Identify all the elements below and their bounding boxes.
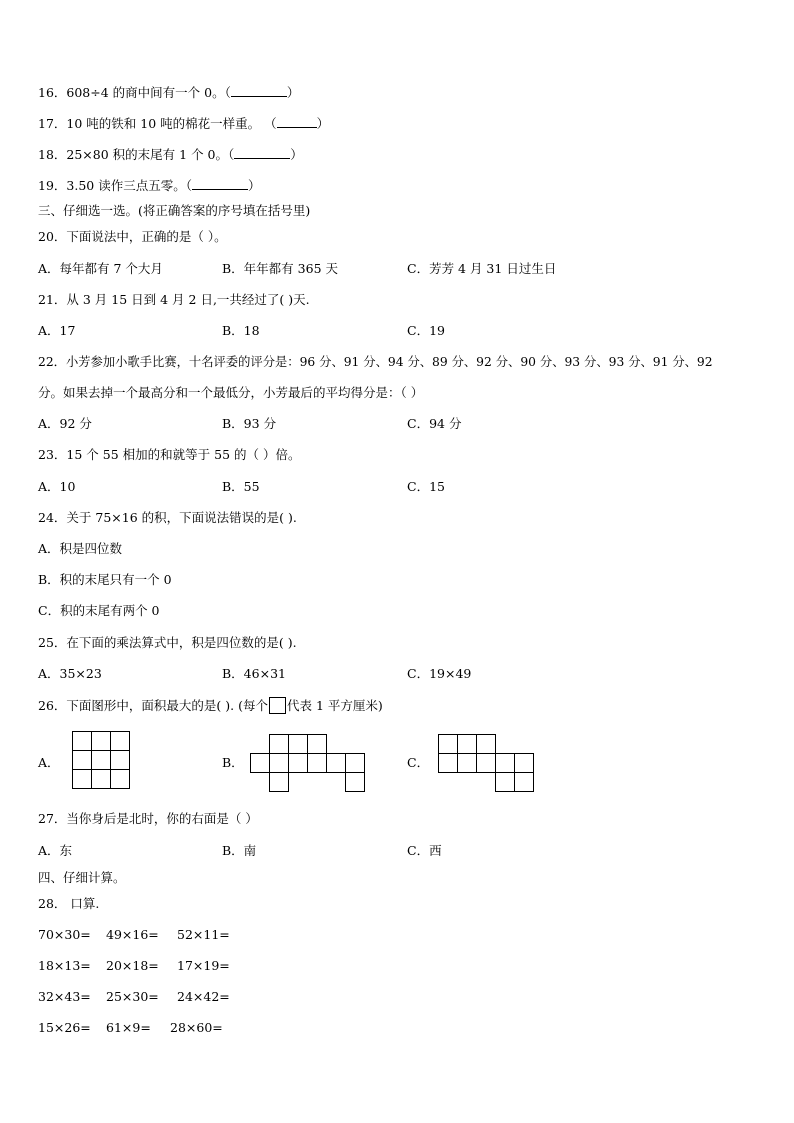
grid-cell <box>496 754 515 773</box>
answer-blank[interactable] <box>234 146 290 159</box>
question-25-option-b[interactable]: B．46×31 <box>222 666 286 681</box>
question-22-option-a[interactable]: A．92 分 <box>38 416 92 431</box>
shape-b-grid <box>250 734 365 792</box>
question-24-option-a[interactable]: A．积是四位数 <box>38 541 123 556</box>
calc-item[interactable]: 28×60= <box>170 1020 223 1035</box>
calc-item[interactable]: 17×19= <box>177 958 230 973</box>
calc-item[interactable]: 24×42= <box>177 989 230 1004</box>
question-18-close: ） <box>290 147 303 162</box>
unit-square-icon <box>269 697 286 714</box>
question-25-option-a[interactable]: A．35×23 <box>38 666 102 681</box>
calc-item[interactable]: 20×18= <box>106 958 159 973</box>
question-26-stem-post: 代表 1 平方厘米) <box>286 698 383 713</box>
grid-cell <box>458 735 477 754</box>
calc-item[interactable]: 52×11= <box>177 927 230 942</box>
question-17-close: ） <box>316 116 330 131</box>
answer-blank[interactable] <box>231 84 287 97</box>
question-17-text: 17．10 吨的铁和 10 吨的棉花一样重。 （ <box>38 116 277 131</box>
question-19-close: ） <box>247 178 261 193</box>
grid-cell <box>289 754 308 773</box>
question-27-option-c[interactable]: C．西 <box>407 843 442 858</box>
calc-item[interactable]: 18×13= <box>38 958 91 973</box>
question-22-option-c[interactable]: C．94 分 <box>407 416 462 431</box>
question-19-text: 19．3.50 读作三点五零。（ <box>38 178 192 193</box>
question-23-stem: 23．15 个 55 相加的和就等于 55 的（ ）倍。 <box>38 447 301 462</box>
question-27-option-b[interactable]: B．南 <box>222 843 257 858</box>
grid-cell <box>270 735 289 754</box>
question-26-option-a[interactable]: A． <box>38 755 60 770</box>
question-24-option-c[interactable]: C．积的末尾有两个 0 <box>38 603 160 618</box>
question-26-option-b[interactable]: B． <box>222 755 244 770</box>
question-23-option-b[interactable]: B．55 <box>222 479 260 494</box>
grid-cell <box>92 751 111 770</box>
grid-cell <box>346 754 365 773</box>
grid-cell <box>439 754 458 773</box>
question-16-close: ） <box>286 85 300 100</box>
calc-item[interactable]: 61×9= <box>106 1020 151 1035</box>
question-20-stem: 20．下面说法中，正确的是（ ）。 <box>38 229 227 244</box>
grid-cell <box>270 754 289 773</box>
question-20-option-c[interactable]: C．芳芳 4 月 31 日过生日 <box>407 261 557 276</box>
grid-cell <box>111 770 130 789</box>
grid-cell <box>346 773 365 792</box>
shape-c-grid <box>438 734 534 792</box>
question-28-stem: 28． 口算. <box>38 896 100 911</box>
question-26-option-c[interactable]: C． <box>407 755 430 770</box>
question-18 <box>38 146 303 163</box>
question-24-stem: 24．关于 75×16 的积，下面说法错误的是( ). <box>38 510 297 525</box>
grid-cell <box>92 770 111 789</box>
question-16-text: 16．608÷4 的商中间有一个 0。（ <box>38 85 231 100</box>
grid-cell <box>111 751 130 770</box>
grid-cell <box>111 732 130 751</box>
calc-item[interactable]: 49×16= <box>106 927 159 942</box>
question-16 <box>38 84 299 101</box>
section-3-title: 三、仔细选一选。(将正确答案的序号填在括号里) <box>38 203 311 218</box>
question-22-option-b[interactable]: B．93 分 <box>222 416 277 431</box>
question-21-option-b[interactable]: B．18 <box>222 323 260 338</box>
grid-cell <box>73 770 92 789</box>
calc-item[interactable]: 32×43= <box>38 989 91 1004</box>
question-20-option-a[interactable]: A．每年都有 7 个大月 <box>38 261 163 276</box>
answer-blank[interactable] <box>192 177 248 190</box>
question-21-option-c[interactable]: C．19 <box>407 323 445 338</box>
section-4-title: 四、仔细计算。 <box>38 870 126 885</box>
grid-cell <box>477 754 496 773</box>
answer-blank[interactable] <box>277 115 317 128</box>
grid-cell <box>439 735 458 754</box>
question-26-stem-pre: 26．下面图形中，面积最大的是( ). (每个 <box>38 698 268 713</box>
question-25-option-c[interactable]: C．19×49 <box>407 666 472 681</box>
grid-cell <box>92 732 111 751</box>
grid-cell <box>73 732 92 751</box>
grid-cell <box>270 773 289 792</box>
question-21-option-a[interactable]: A．17 <box>38 323 76 338</box>
question-21-stem: 21．从 3 月 15 日到 4 月 2 日,一共经过了( )天. <box>38 292 310 307</box>
grid-cell <box>251 754 270 773</box>
grid-cell <box>515 773 534 792</box>
grid-cell <box>458 754 477 773</box>
question-24-option-b[interactable]: B．积的末尾只有一个 0 <box>38 572 172 587</box>
grid-cell <box>477 735 496 754</box>
question-17 <box>38 115 329 132</box>
question-18-text: 18．25×80 积的末尾有 1 个 0。（ <box>38 147 235 162</box>
question-22-stem-line2: 分。如果去掉一个最高分和一个最低分，小芳最后的平均得分是：（ ） <box>38 385 424 400</box>
question-20-option-b[interactable]: B．年年都有 365 天 <box>222 261 338 276</box>
question-27-stem: 27．当你身后是北时，你的右面是（ ） <box>38 811 258 826</box>
grid-cell <box>308 754 327 773</box>
grid-cell <box>289 735 308 754</box>
shape-a-grid <box>72 731 130 789</box>
question-26-stem <box>38 697 383 714</box>
question-27-option-a[interactable]: A．东 <box>38 843 73 858</box>
grid-cell <box>327 754 346 773</box>
question-25-stem: 25．在下面的乘法算式中，积是四位数的是( ). <box>38 635 297 650</box>
calc-item[interactable]: 15×26= <box>38 1020 91 1035</box>
calc-item[interactable]: 25×30= <box>106 989 159 1004</box>
grid-cell <box>515 754 534 773</box>
grid-cell <box>73 751 92 770</box>
question-22-stem-line1: 22．小芳参加小歌手比赛，十名评委的评分是：96 分、91 分、94 分、89 分、92 分、90 分、93 分、93 分、91 分、92 <box>38 355 713 369</box>
question-19 <box>38 177 260 194</box>
question-23-option-c[interactable]: C．15 <box>407 479 445 494</box>
grid-cell <box>496 773 515 792</box>
grid-cell <box>308 735 327 754</box>
calc-item[interactable]: 70×30= <box>38 927 91 942</box>
question-23-option-a[interactable]: A．10 <box>38 479 76 494</box>
